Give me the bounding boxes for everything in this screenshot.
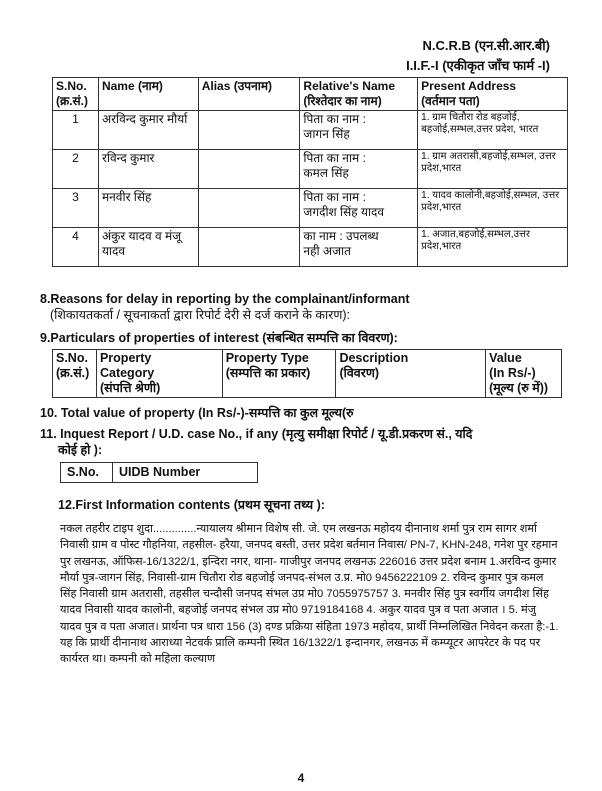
- property-table-header: [53, 350, 562, 398]
- section-8-subtitle: (शिकायतकर्ता / सूचनाकर्ता द्वारा रिपोर्ट देरी से दर्ज कराने के कारण):: [50, 308, 351, 322]
- col-header-address: Present Address (वर्तमान पता): [418, 78, 568, 111]
- col-header-sno: S.No. (क्र.सं.): [53, 350, 97, 398]
- cell-address: 1. अजात,बहजोई,सम्भल,उत्तर प्रदेश,भारत: [418, 228, 568, 267]
- col-header-description: Description (विवरण): [336, 350, 486, 398]
- col-header-relative: Relative's Name (रिश्तेदार का नाम): [300, 78, 418, 111]
- cell-sno: 2: [53, 150, 99, 189]
- table-row: [53, 111, 568, 150]
- col-header-value: Value (In Rs/-) (मूल्य (रु में)): [486, 350, 562, 398]
- form-title: I.I.F.-I (एकीकृत जाँच फार्म -I): [406, 58, 550, 73]
- cell-relative: का नाम : उपलब्ध नही अजात: [300, 228, 418, 267]
- section-11-title: 11. Inquest Report / U.D. case No., if any (मृत्यु समीक्षा रिपोर्ट / यू.डी.प्रकरण सं., यदि: [40, 427, 473, 441]
- page-number: 4: [297, 771, 305, 785]
- section-11-title-cont: कोई हो ):: [58, 443, 103, 457]
- cell-relative: पिता का नाम : जागन सिंह: [300, 111, 418, 150]
- cell-alias: [198, 189, 300, 228]
- section-12-title: 12.First Information contents (प्रथम सूचना तथ्य ):: [58, 498, 325, 512]
- col-header-name: Name (नाम): [98, 78, 198, 111]
- col-header-sno: S.No. (क्र.सं.): [53, 78, 99, 111]
- cell-name: मनवीर सिंह: [98, 189, 198, 228]
- cell-address: 1. यादव कालोनी,बहजोई,सम्भल, उत्तर प्रदेश,भारत: [418, 189, 568, 228]
- property-table: [52, 349, 562, 398]
- cell-address: 1. ग्राम चितौरा रोड बहजोई, बहजोई,सम्भल,उत्तर प्रदेश, भारत: [418, 111, 568, 150]
- col-header-uidb: UIDB Number: [113, 463, 258, 483]
- section-10-title: 10. Total value of property (In Rs/-)-सम्पत्ति का कुल मूल्य(रु: [40, 406, 354, 420]
- cell-relative: पिता का नाम : कमल सिंह: [300, 150, 418, 189]
- section-11: [40, 426, 570, 458]
- col-header-type: Property Type (सम्पत्ति का प्रकार): [222, 350, 336, 398]
- col-header-category: Property Category (संपत्ति श्रेणी): [96, 350, 222, 398]
- cell-address: 1. ग्राम अतरासी,बहजोई,सम्भल, उत्तर प्रदेश,भारत: [418, 150, 568, 189]
- col-header-sno: S.No.: [61, 463, 113, 483]
- cell-sno: 1: [53, 111, 99, 150]
- cell-name: अंकुर यादव व मंजू यादव: [98, 228, 198, 267]
- cell-relative: पिता का नाम : जगदीश सिंह यादव: [300, 189, 418, 228]
- table-row: [53, 150, 568, 189]
- cell-alias: [198, 228, 300, 267]
- uidb-table: [60, 462, 258, 483]
- cell-sno: 3: [53, 189, 99, 228]
- cell-sno: 4: [53, 228, 99, 267]
- table-row: [53, 228, 568, 267]
- first-information-contents: नकल तहरीर टाइप शुदा..............न्यायालय श्रीमान विशेष सी. जे. एम लखनऊ महोदय दीनानाथ शर्मा पुत्र राम सागर शर्मा निवासी ग्राम व पोस्ट गौहनिया, तहसील- हरैया, जनपद बस्ती, उत्तर प्रदेश बर्तमान निवास/ PN-7, KHN-248, गनेश पुर रहमान पुर लखनऊ, ऑफिस-16/1322/1, इन्दिरा नगर, थाना- गाजीपुर जनपद लखनऊ 226016 उत्तर प्रदेश बनाम 1.अरविन्द कुमार मौर्या पुत्र-जागन सिंह, निवासी-ग्राम चितौरा रोड बहजोई जनपद-संभल उ.प्र. मो0 9456222109 2. रविन्द कुमार पुत्र कमल सिंह निवासी ग्राम अतरासी, तहसील चन्दौसी जनपद संभल उप्र मो0 7055975757 3. मनवीर सिंह पुत्र स्वर्गीय जगदीश सिंह यादव निवासी यादव कालोनी, बहजोई जनपद संभल उप्र मो0 9719184168 4. अकुर यादव पुत्र व पता अजात । 5. मंजु यादव पुत्र व पता अजात। प्रार्थना पत्र धारा 156 (3) दण्ड प्रक्रिया संहिता 1973 महोदय, प्रार्थी निम्नलिखित निवेदन करता है:-1. यह कि प्रार्थी दीनानाथ आराध्या नेटवर्क प्रालि कम्पनी स्थित 16/1322/1 इन्दानगर, लखनऊ में कम्प्यूटर आपरेटर के पद पर कार्यरत था। कम्पनी को महिला कल्याण: [60, 523, 559, 666]
- cell-name: रविन्द कुमार: [98, 150, 198, 189]
- section-8: [40, 291, 570, 323]
- section-9-title: 9.Particulars of properties of interest (संबन्धित सम्पत्ति का विवरण):: [40, 331, 398, 345]
- cell-alias: [198, 150, 300, 189]
- cell-alias: [198, 111, 300, 150]
- table-row: [53, 189, 568, 228]
- accused-table-header: [53, 78, 568, 111]
- uidb-table-header: [61, 463, 258, 483]
- cell-name: अरविन्द कुमार मौर्या: [98, 111, 198, 150]
- col-header-alias: Alias (उपनाम): [198, 78, 300, 111]
- ncrb-header: N.C.R.B (एन.सी.आर.बी): [422, 38, 550, 53]
- section-8-title: 8.Reasons for delay in reporting by the complainant/informant: [40, 292, 410, 306]
- accused-table: [52, 77, 568, 267]
